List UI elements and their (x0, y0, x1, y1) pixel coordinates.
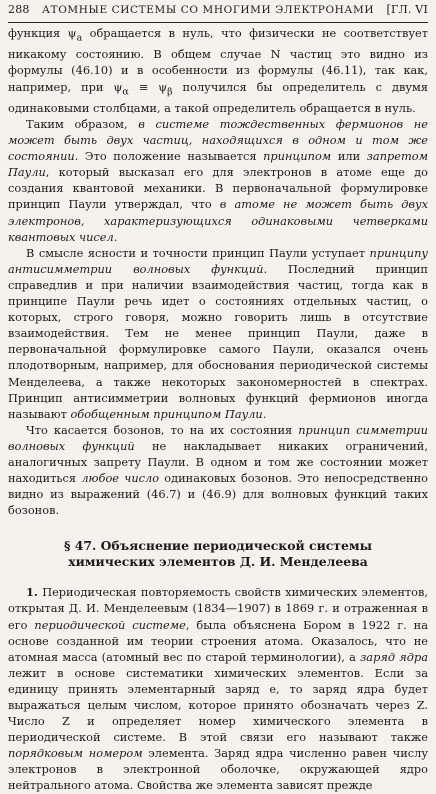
running-title: АТОМНЫЕ СИСТЕМЫ СО МНОГИМИ ЭЛЕКТРОНАМИ (42, 4, 375, 16)
paragraph-3: В смысле ясности и точности принцип Паули уступает принципу антисимметрии волновых функций. Последний принцип справедлив и при наличии взаимодействия частиц, тогда как в принципе Паули речь идет о состояниях отдельных частиц, о которых, строго говоря, можно говорить лишь в отсутствие взаимодействия. Тем не менее принцип Паули, даже в первоначальной формулировке самого Паули, оказался очень плодотворным, например, для обоснования периодической системы Менделеева, а также некоторых закономерностей в спектрах. Принцип антисимметрии волновых функций фермионов иногда называют обобщенным принципом Паули. (8, 245, 428, 421)
paragraph-4: Что касается бозонов, то на их состояния принцип симметрии волновых функций не накладывает никаких ограничений, аналогичных запрету Паули. В одном и том же состоянии может находиться любое число одинаковых бозонов. Это непосредственно видно из выражений (46.7) и (46.9) для волновых функций таких бозонов. (8, 422, 428, 518)
chapter-label: [ГЛ. VI (386, 3, 428, 16)
page-number: 288 (8, 3, 30, 16)
page-header (8, 0, 428, 22)
paragraph-1: функция $\psi_a$ обращается в нуль, что физически не соответствует никакому состоянию. В общем случае N частиц это видно из формулы (46.10) и в особенности из формулы (46.11), так как, например, при $\psi_\alpha \equiv \psi_\beta$ получился бы определитель с двумя одинаковыми столбцами, а такой определитель обращается в нуль. (8, 26, 429, 115)
header-rule (8, 22, 428, 23)
section-heading-line-2: химических элементов Д. И. Менделеева (68, 554, 368, 570)
paragraph-2: Таким образом, в системе тождественных фермионов не может быть двух частиц, находящихся в одном и том же состоянии. Это положение называется принципом или запретом Паули, который высказал его для электронов в атоме еще до создания квантовой механики. В первоначальной формулировке принцип Паули утверждал, что в атоме не может быть двух электронов, характеризующихся одинаковыми четверками квантовых чисел. (8, 117, 429, 244)
paragraph-5: 1. Периодическая повторяемость свойств химических элементов, открытая Д. И. Менделеевым (1834—1907) в 1869 г. и отраженная в его периодической системе, была объяснена Бором в 1922 г. на основе созданной им теории строения атома. Оказалось, что не атомная масса (атомный вес по старой терминологии), а заряд ядра лежит в основе систематики химических элементов. Если за единицу принять элементарный заряд e, то заряд ядра будет выражаться целым числом, которое принято обозначать через Z. Число Z и определяет номер химического элемента в периодической системе. В этой связи его называют также порядковым номером элемента. Заряд ядра численно равен числу электронов в электронной оболочке, окружающей ядро нейтрального атома. Свойства же элемента зависят прежде (8, 585, 429, 793)
section-heading (8, 538, 428, 570)
section-heading-line-1: § 47. Объяснение периодической системы (63, 538, 373, 554)
